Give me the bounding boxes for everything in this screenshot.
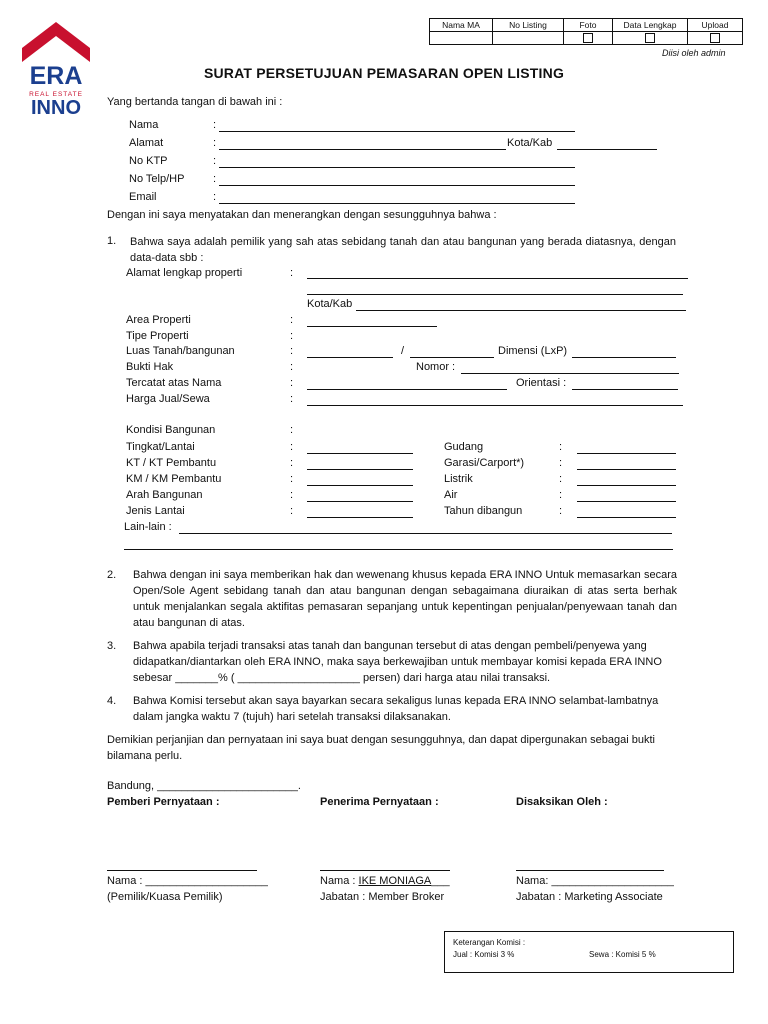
- label-tipe: Tipe Properti: [126, 330, 189, 342]
- colon: :: [213, 191, 217, 203]
- pemberi-heading: Pemberi Pernyataan :: [107, 796, 220, 808]
- logo-era-text: ERA: [29, 62, 83, 90]
- cell-upload[interactable]: [688, 32, 743, 45]
- lain-lain-field-1[interactable]: [179, 533, 672, 534]
- colon: :: [290, 505, 294, 517]
- label-tahun: Tahun dibangun: [444, 505, 523, 517]
- point-2-number: 2.: [107, 569, 117, 581]
- colon: :: [290, 330, 294, 342]
- point-2-text: Bahwa dengan ini saya memberikan hak dan wewenang khusus kepada ERA INNO Untuk memasarkan secara Open/Sole Agent sebidang tanah dan atau bangunan dengan sebagaimana diuraikan di atas serta berhak untuk menjalankan segala aktifitas pemasaran sepanjang untuk kepentingan penjualan/penyewaan tanah dan atau bangunan di atas.: [133, 569, 677, 629]
- colon: :: [290, 361, 294, 373]
- document-title: SURAT PERSETUJUAN PEMASARAN OPEN LISTING: [203, 65, 565, 81]
- saksi-heading: Disaksikan Oleh :: [516, 796, 608, 808]
- email-field[interactable]: [219, 203, 575, 204]
- nama-pemberi: Nama : ____________________: [107, 875, 268, 887]
- colon: :: [559, 505, 563, 517]
- colon: :: [213, 137, 217, 149]
- label-lain-lain: Lain-lain :: [124, 521, 172, 533]
- listrik-field[interactable]: [577, 485, 676, 486]
- logo-real-estate-text: REAL ESTATE: [29, 91, 83, 98]
- tahun-field[interactable]: [577, 517, 676, 518]
- label-km: KM / KM Pembantu: [126, 473, 222, 485]
- colon: :: [290, 377, 294, 389]
- orientasi-field[interactable]: [572, 389, 678, 390]
- label-kt: KT / KT Pembantu: [126, 457, 217, 469]
- label-dimensi: Dimensi (LxP): [498, 345, 568, 357]
- data-lengkap-checkbox[interactable]: [645, 33, 655, 43]
- label-air: Air: [444, 489, 458, 501]
- jenis-lantai-field[interactable]: [307, 517, 413, 518]
- closing-text: Demikian perjanjian dan pernyataan ini saya buat dengan sesungguhnya, dan dapat dipergunakan sebagai bukti bilamana perlu.: [107, 734, 655, 762]
- header-nama-ma: Nama MA: [430, 19, 493, 32]
- kota-kab-field[interactable]: [557, 149, 657, 150]
- point-1-number: 1.: [107, 235, 117, 247]
- harga-field[interactable]: [307, 405, 683, 406]
- header-no-listing: No Listing: [493, 19, 564, 32]
- point-3-number: 3.: [107, 640, 117, 652]
- penerima-heading: Penerima Pernyataan :: [320, 796, 439, 808]
- label-garasi: Garasi/Carport*): [444, 457, 525, 469]
- label-tingkat: Tingkat/Lantai: [126, 441, 195, 453]
- header-upload: Upload: [688, 19, 743, 32]
- nomor-field[interactable]: [461, 373, 679, 374]
- logo-inno-text: INNO: [31, 97, 81, 119]
- colon: :: [559, 441, 563, 453]
- label-alamat: Alamat: [129, 137, 164, 149]
- label-jenis-lantai: Jenis Lantai: [126, 505, 185, 517]
- house-roof-icon: [22, 22, 90, 64]
- intro-text: Yang bertanda tangan di bawah ini :: [107, 96, 283, 108]
- nama-penerima-value: IKE MONIAGA: [358, 875, 432, 887]
- arah-field[interactable]: [307, 501, 413, 502]
- cell-no-listing[interactable]: [493, 32, 564, 45]
- point-1-text: Bahwa saya adalah pemilik yang sah atas sebidang tanah dan atau bangunan yang berada diatasnya, dengan data-data sbb :: [130, 236, 676, 264]
- area-field[interactable]: [307, 326, 437, 327]
- label-kondisi: Kondisi Bangunan: [126, 424, 216, 436]
- role-pemberi: (Pemilik/Kuasa Pemilik): [107, 891, 223, 903]
- colon: :: [290, 345, 294, 357]
- komisi-title: Keterangan Komisi :: [453, 938, 526, 947]
- label-tercatat: Tercatat atas Nama: [126, 377, 222, 389]
- slash: /: [401, 345, 405, 357]
- city-date: Bandung, _______________________.: [107, 780, 301, 792]
- label-area: Area Properti: [126, 314, 191, 326]
- label-luas: Luas Tanah/bangunan: [126, 345, 235, 357]
- label-kota-kab: Kota/Kab: [507, 137, 553, 149]
- signature-line-penerima[interactable]: [320, 870, 450, 871]
- colon: :: [290, 267, 294, 279]
- label-nama: Nama: [129, 119, 159, 131]
- label-ktp: No KTP: [129, 155, 168, 167]
- label-arah: Arah Bangunan: [126, 489, 203, 501]
- signature-line-pemberi[interactable]: [107, 870, 257, 871]
- tingkat-field[interactable]: [307, 453, 413, 454]
- colon: :: [559, 489, 563, 501]
- header-data-lengkap: Data Lengkap: [613, 19, 688, 32]
- colon: :: [213, 155, 217, 167]
- point-3-text: Bahwa apabila terjadi transaksi atas tanah dan bangunan tersebut di atas dengan pembeli/penyewa yang didapatkan/diantarkan oleh ERA INNO, maka saya berkewajiban untuk membayar komisi kepada ERA INNO sebesar _______% ( ____________________ persen) dari harga atau nilai transaksi.: [133, 640, 662, 684]
- tercatat-field[interactable]: [307, 389, 507, 390]
- role-penerima: Jabatan : Member Broker: [320, 891, 445, 903]
- nama-penerima: [320, 875, 450, 887]
- label-email: Email: [129, 191, 157, 203]
- nama-field[interactable]: [219, 131, 575, 132]
- colon: :: [213, 119, 217, 131]
- luas-tanah-field[interactable]: [307, 357, 393, 358]
- alamat-properti-field-2[interactable]: [307, 294, 683, 295]
- header-foto: Foto: [564, 19, 613, 32]
- role-saksi: Jabatan : Marketing Associate: [516, 891, 663, 903]
- colon: :: [559, 473, 563, 485]
- nama-saksi: Nama: ____________________: [516, 875, 674, 887]
- upload-checkbox[interactable]: [710, 33, 720, 43]
- luas-bangunan-field[interactable]: [410, 357, 494, 358]
- admin-check-table: [429, 18, 743, 45]
- garasi-field[interactable]: [577, 469, 676, 470]
- colon: :: [290, 441, 294, 453]
- kota-kab-properti-field[interactable]: [356, 310, 686, 311]
- point-4-number: 4.: [107, 695, 117, 707]
- dimensi-field[interactable]: [572, 357, 676, 358]
- gudang-field[interactable]: [577, 453, 676, 454]
- label-kota-kab-properti: Kota/Kab: [307, 298, 353, 310]
- cell-foto[interactable]: [564, 32, 613, 45]
- telp-field[interactable]: [219, 185, 575, 186]
- label-alamat-lengkap: Alamat lengkap properti: [126, 267, 243, 279]
- nama-penerima-trail: ___: [431, 875, 450, 887]
- alamat-properti-field-1[interactable]: [307, 278, 688, 279]
- cell-nama-ma[interactable]: [430, 32, 493, 45]
- colon: :: [290, 424, 294, 436]
- colon: :: [290, 473, 294, 485]
- declaration-text: Dengan ini saya menyatakan dan menerangkan dengan sesungguhnya bahwa :: [107, 209, 497, 221]
- label-orientasi: Orientasi :: [516, 377, 567, 389]
- nama-penerima-label: Nama :: [320, 875, 359, 887]
- point-4-text: Bahwa Komisi tersebut akan saya bayarkan secara sekaligus lunas kepada ERA INNO selambat-lambatnya dalam jangka waktu 7 (tujuh) hari setelah transaksi dilaksanakan.: [133, 695, 659, 723]
- alamat-field[interactable]: [219, 149, 506, 150]
- colon: :: [290, 489, 294, 501]
- colon: :: [290, 393, 294, 405]
- komisi-sewa: Sewa : Komisi 5 %: [589, 950, 656, 959]
- km-field[interactable]: [307, 485, 413, 486]
- cell-data-lengkap[interactable]: [613, 32, 688, 45]
- keterangan-komisi-box: [444, 931, 734, 973]
- label-telp: No Telp/HP: [129, 173, 185, 185]
- label-nomor: Nomor :: [416, 361, 456, 373]
- komisi-jual: Jual : Komisi 3 %: [453, 950, 515, 959]
- colon: :: [559, 457, 563, 469]
- admin-note: Diisi oleh admin: [662, 48, 726, 58]
- air-field[interactable]: [577, 501, 676, 502]
- lain-lain-field-2[interactable]: [124, 549, 673, 550]
- label-bukti-hak: Bukti Hak: [126, 361, 174, 373]
- label-listrik: Listrik: [444, 473, 473, 485]
- kt-field[interactable]: [307, 469, 413, 470]
- label-gudang: Gudang: [444, 441, 484, 453]
- label-harga: Harga Jual/Sewa: [126, 393, 210, 405]
- foto-checkbox[interactable]: [583, 33, 593, 43]
- colon: :: [290, 314, 294, 326]
- ktp-field[interactable]: [219, 167, 575, 168]
- signature-line-saksi[interactable]: [516, 870, 664, 871]
- colon: :: [290, 457, 294, 469]
- colon: :: [213, 173, 217, 185]
